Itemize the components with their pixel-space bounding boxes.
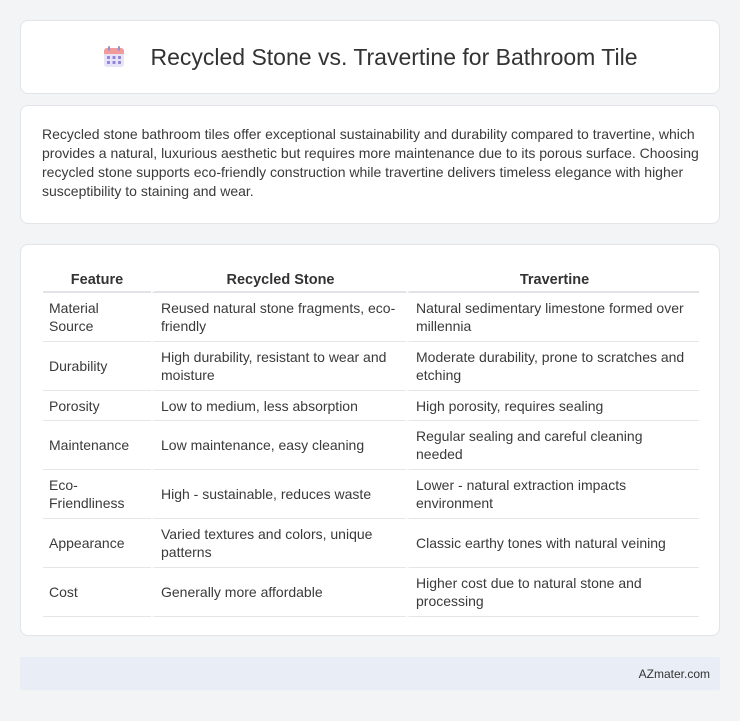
- travertine-cell: Regular sealing and careful cleaning needed: [406, 421, 699, 470]
- travertine-cell: Natural sedimentary limestone formed over millennia: [406, 293, 699, 342]
- title-wrap: [102, 44, 637, 71]
- recycled-stone-cell: Low maintenance, easy cleaning: [151, 421, 406, 470]
- table-row: [43, 342, 699, 391]
- footer-bar: [20, 657, 720, 690]
- table-row: [43, 293, 699, 342]
- comparison-table-card: [20, 244, 720, 636]
- feature-cell: Cost: [43, 568, 151, 617]
- page-title: Recycled Stone vs. Travertine for Bathroom Tile: [150, 43, 638, 70]
- feature-cell: Porosity: [43, 391, 151, 421]
- travertine-cell: Classic earthy tones with natural veining: [406, 519, 699, 568]
- recycled-stone-cell: High - sustainable, reduces waste: [151, 470, 406, 519]
- footer-brand: AZmater.com: [638, 666, 710, 681]
- table-row: [43, 421, 699, 470]
- travertine-cell: Higher cost due to natural stone and processing: [406, 568, 699, 617]
- table-row: [43, 568, 699, 617]
- travertine-cell: Lower - natural extraction impacts environment: [406, 470, 699, 519]
- column-header-feature: Feature: [43, 263, 151, 293]
- recycled-stone-cell: Varied textures and colors, unique patterns: [151, 519, 406, 568]
- feature-cell: Eco-Friendliness: [43, 470, 151, 519]
- intro-text: Recycled stone bathroom tiles offer exceptional sustainability and durability compared to travertine, which provides a natural, luxurious aesthetic but requires more maintenance due to its porous surface. Choosing recycled stone supports eco-friendly construction while travertine delivers timeless elegance with higher susceptibility to staining and wear.: [42, 126, 699, 199]
- header-card: [20, 20, 720, 94]
- feature-cell: Appearance: [43, 519, 151, 568]
- calendar-icon: [102, 45, 126, 69]
- travertine-cell: Moderate durability, prone to scratches and etching: [406, 342, 699, 391]
- recycled-stone-cell: High durability, resistant to wear and moisture: [151, 342, 406, 391]
- feature-cell: Maintenance: [43, 421, 151, 470]
- feature-cell: Durability: [43, 342, 151, 391]
- recycled-stone-cell: Reused natural stone fragments, eco-friendly: [151, 293, 406, 342]
- table-row: [43, 391, 699, 421]
- recycled-stone-cell: Low to medium, less absorption: [151, 391, 406, 421]
- recycled-stone-cell: Generally more affordable: [151, 568, 406, 617]
- table-header-row: [43, 263, 699, 293]
- table-row: [43, 470, 699, 519]
- column-header-recycled-stone: Recycled Stone: [151, 263, 406, 293]
- column-header-travertine: Travertine: [406, 263, 699, 293]
- intro-card: [20, 105, 720, 224]
- table-row: [43, 519, 699, 568]
- feature-cell: Material Source: [43, 293, 151, 342]
- comparison-table: [43, 263, 699, 617]
- travertine-cell: High porosity, requires sealing: [406, 391, 699, 421]
